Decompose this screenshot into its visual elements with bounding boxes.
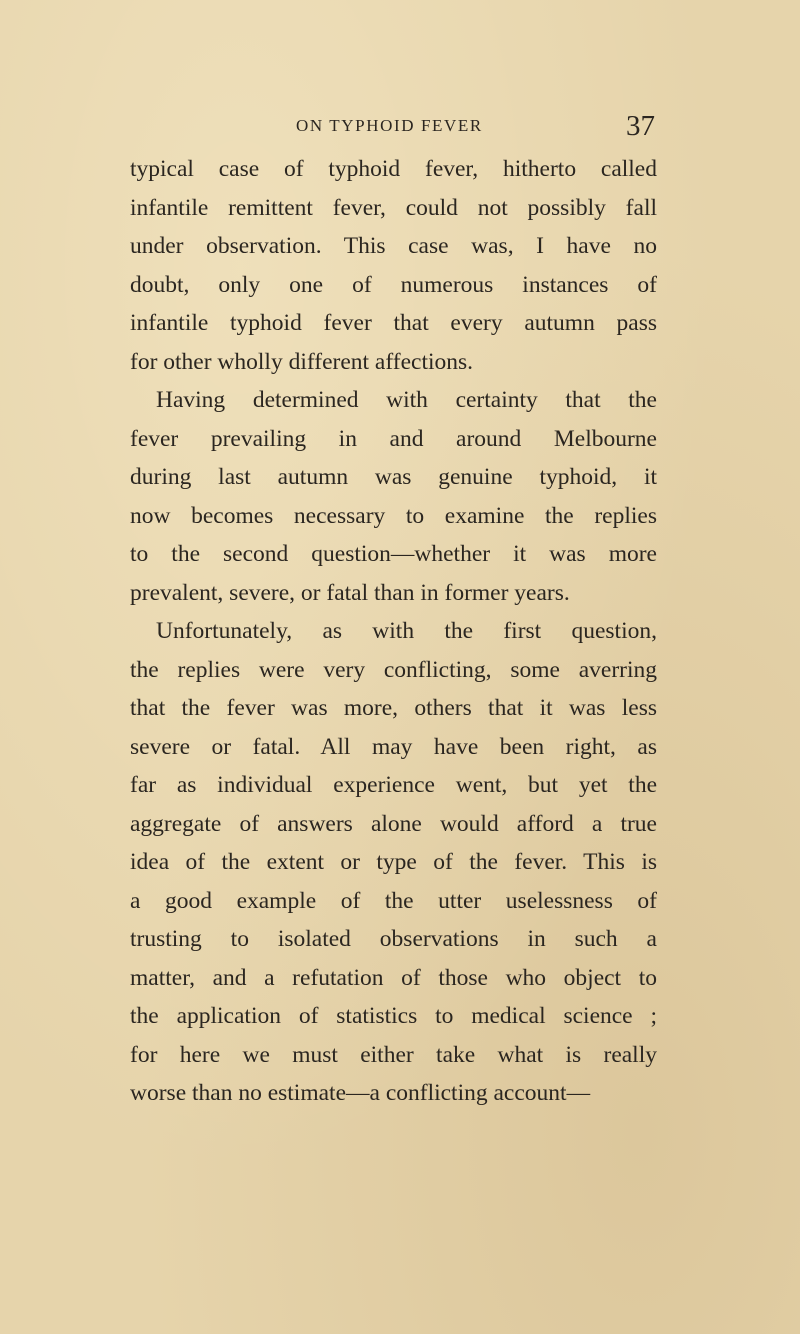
text-line: matter, and a refutation of those who object to — [130, 964, 657, 991]
text-line: the application of statistics to medical science ; — [130, 1003, 657, 1029]
text-line: for here we must either take what is really — [130, 1041, 657, 1068]
running-head — [0, 112, 800, 152]
text-line: for other wholly different affections. — [130, 348, 474, 375]
page-number: 37 — [626, 110, 655, 142]
text-line: during last autumn was genuine typhoid, it — [130, 464, 657, 490]
text-line: infantile typhoid fever that every autumn pass — [130, 310, 657, 336]
running-title: ON TYPHOID FEVER — [296, 116, 483, 135]
text-line: far as individual experience went, but yet the — [130, 772, 657, 798]
text-line: worse than no estimate—a conflicting account— — [130, 1080, 591, 1106]
text-line: under observation. This case was, I have no — [130, 233, 657, 259]
text-line: typical case of typhoid fever, hitherto called — [130, 156, 657, 182]
text-line: trusting to isolated observations in such a — [130, 926, 657, 952]
text-line: that the fever was more, others that it was less — [130, 695, 657, 721]
text-line: Having determined with certainty that the — [156, 387, 657, 413]
text-line: prevalent, severe, or fatal than in former years. — [130, 579, 570, 606]
text-line: aggregate of answers alone would afford a true — [130, 810, 657, 837]
text-line: now becomes necessary to examine the replies — [130, 502, 657, 529]
text-line: a good example of the utter uselessness of — [130, 887, 657, 914]
text-line: idea of the extent or type of the fever. This is — [130, 849, 657, 875]
text-line: to the second question—whether it was more — [130, 541, 657, 567]
body-text — [130, 150, 657, 1113]
text-line: doubt, only one of numerous instances of — [130, 271, 657, 298]
text-line: the replies were very conflicting, some averring — [130, 656, 657, 683]
text-line: infantile remittent fever, could not possibly fall — [130, 194, 657, 221]
text-line: fever prevailing in and around Melbourne — [130, 425, 657, 452]
text-line: Unfortunately, as with the first question, — [156, 618, 657, 644]
text-line: severe or fatal. All may have been right, as — [130, 733, 657, 760]
